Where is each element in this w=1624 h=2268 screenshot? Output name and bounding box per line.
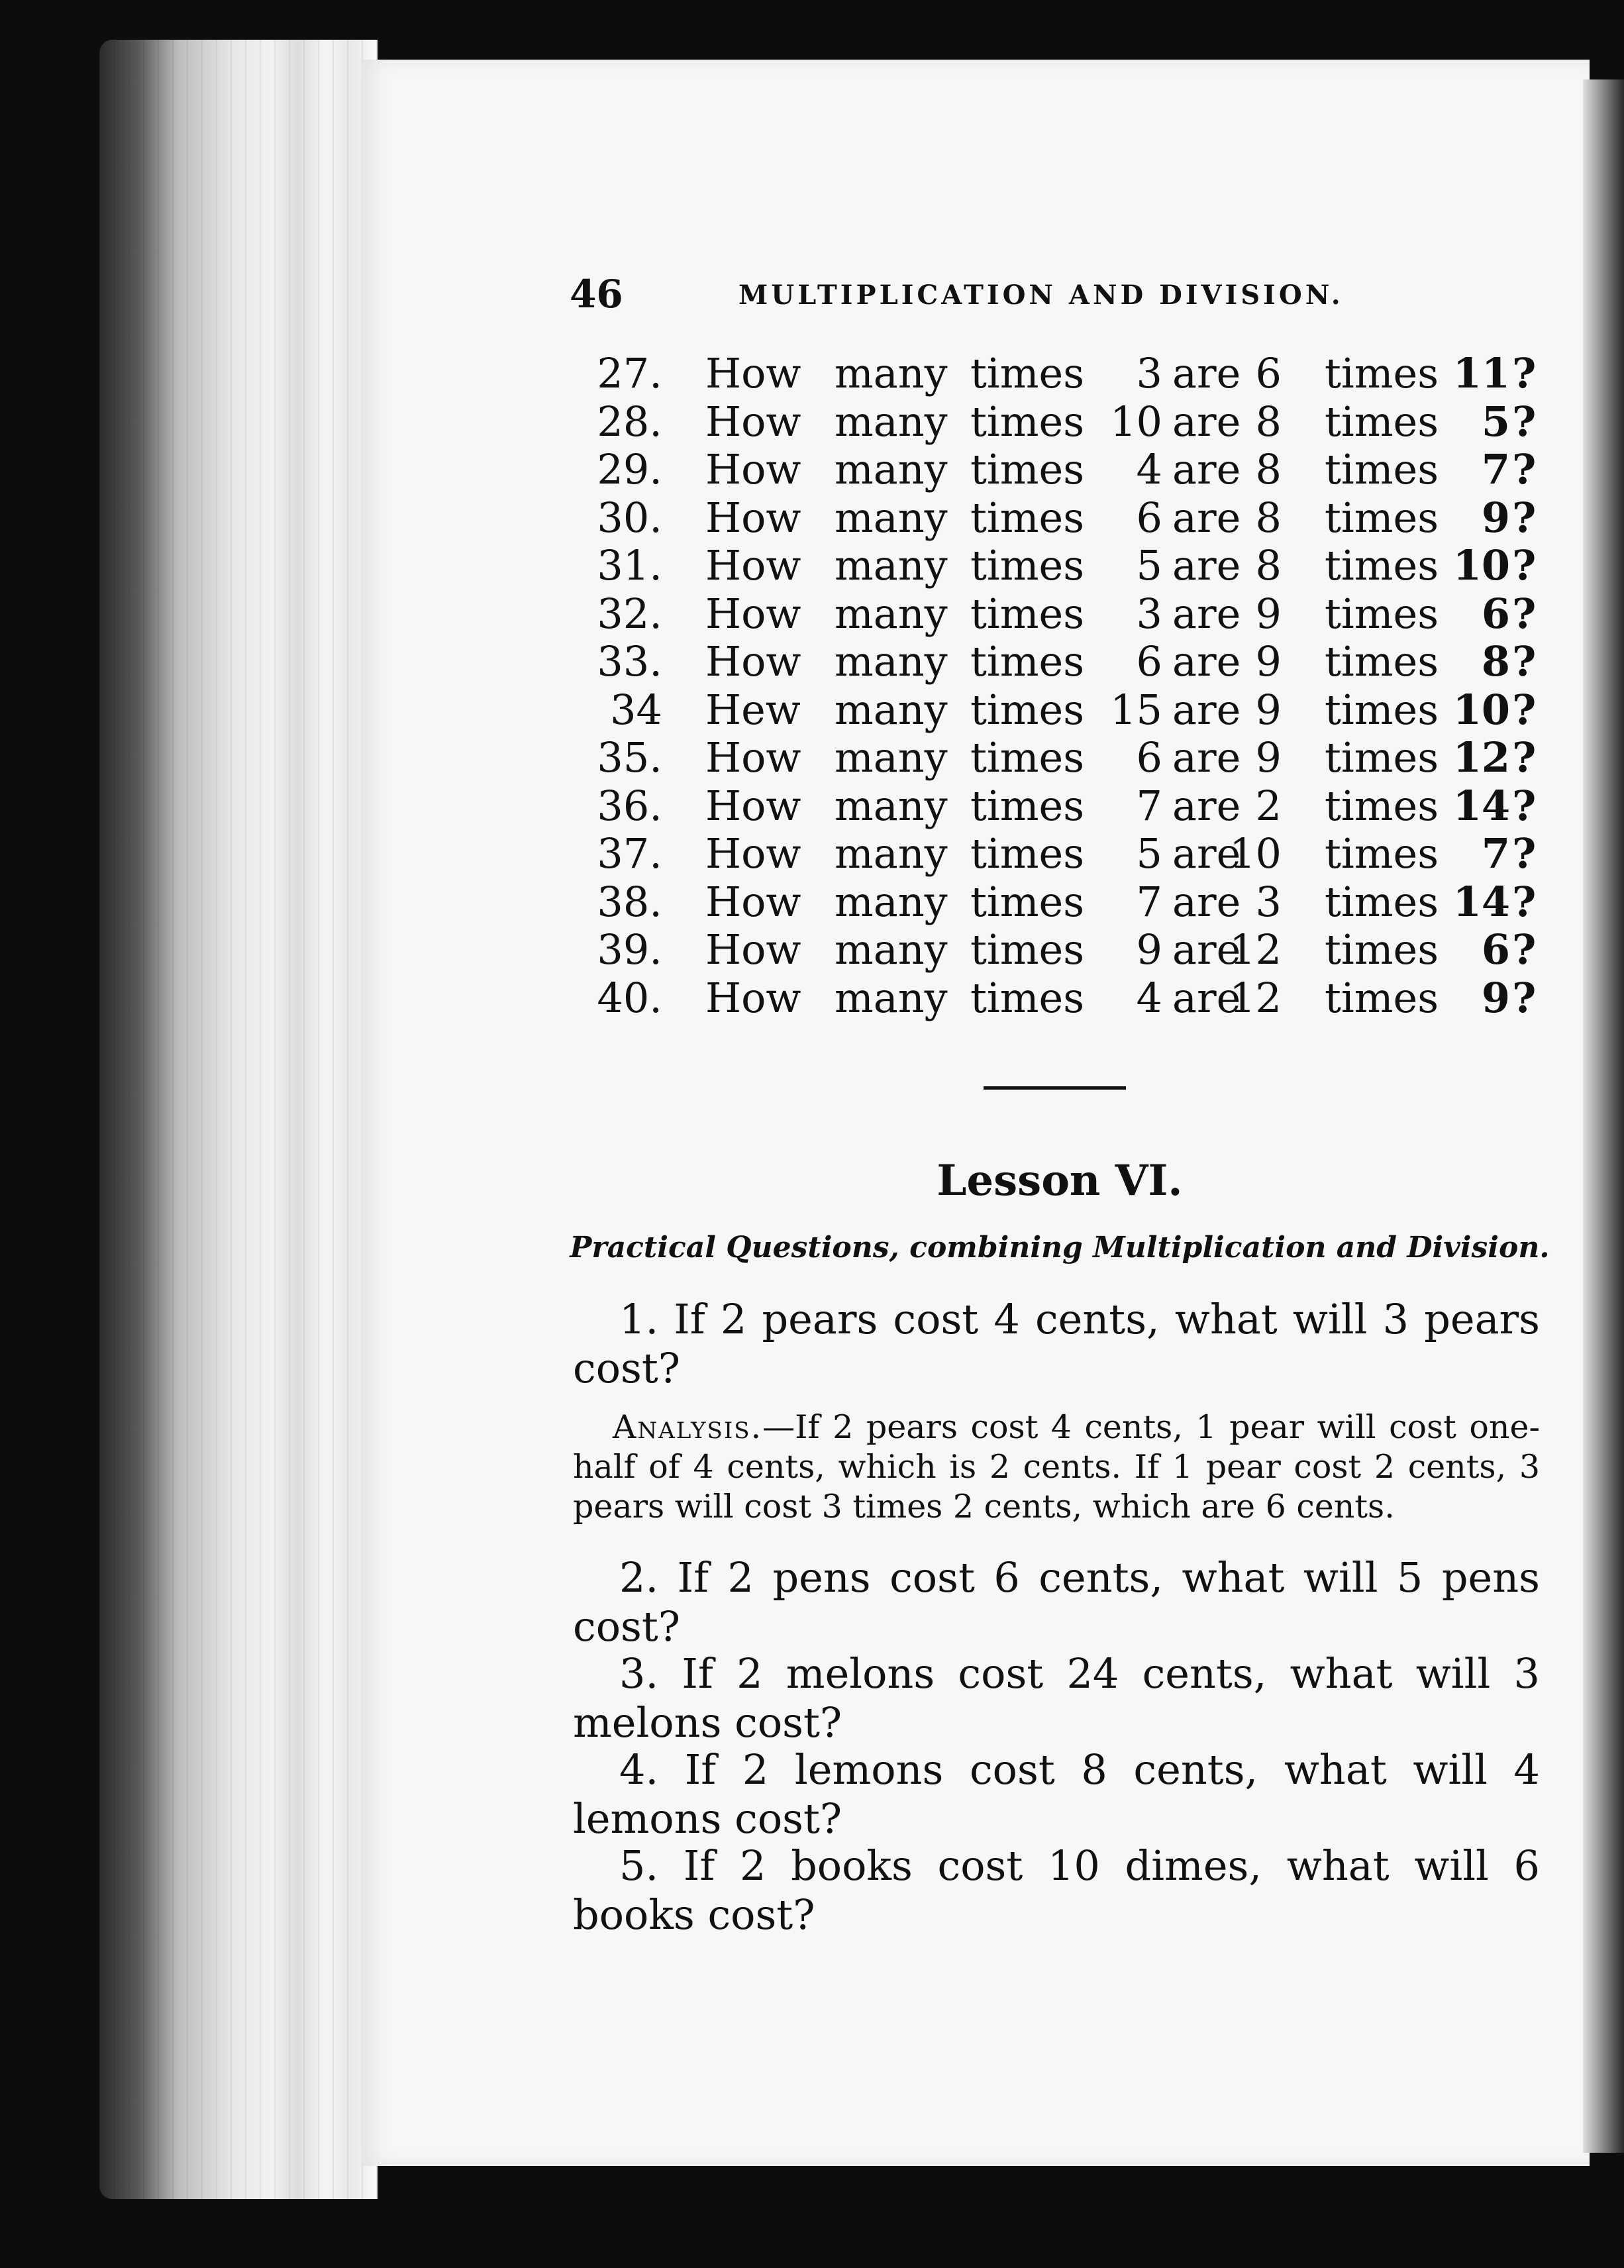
lesson-subtitle: Practical Questions, combining Multiplication and Division. [570,1231,1550,1264]
question-number: 27. [597,349,662,397]
question-mark: ? [1512,397,1537,446]
question-word-are: are [1172,493,1241,542]
book-page-edges [99,40,378,2199]
question-word-are: are [1172,637,1241,686]
question-row [589,830,1543,878]
question-word-times: times [1325,877,1439,926]
question-number: 37. [597,829,662,878]
question-word-times: times [1325,493,1439,542]
question-word-are: are [1172,973,1241,1022]
question-divisor: 5 [1136,541,1162,590]
question-word-times: times [1325,733,1439,782]
question-word-are: are [1172,541,1241,590]
question-word-are: are [1172,925,1241,974]
question-number: 31. [597,541,662,590]
question-row [589,494,1543,542]
question-list [589,350,1543,1022]
problem-1: 1. If 2 pears cost 4 cents, what will 3 pears cost? [573,1295,1540,1392]
question-row [589,782,1543,831]
question-word-times: times [970,493,1085,542]
question-word-many: many [835,397,948,446]
question-word-many: many [835,541,948,590]
question-word-how: How [705,541,801,590]
question-multiplicand: 7 [1481,829,1510,878]
question-multiplier: 9 [1255,733,1282,782]
question-word-how: How [705,637,801,686]
question-multiplier: 12 [1229,925,1282,974]
question-word-times: times [970,589,1085,638]
question-word-many: many [835,829,948,878]
question-word-many: many [835,589,948,638]
problem-2: 2. If 2 pens cost 6 cents, what will 5 pens cost? [573,1553,1540,1651]
question-word-many: many [835,781,948,830]
question-word-are: are [1172,733,1241,782]
question-word-times: times [1325,589,1439,638]
question-row [589,734,1543,782]
question-number: 36. [597,781,662,830]
question-multiplicand: 6 [1481,925,1510,974]
question-row [589,350,1543,398]
question-divisor: 4 [1136,445,1162,493]
question-word-times: times [970,877,1085,926]
question-divisor: 5 [1136,829,1162,878]
question-multiplicand: 10 [1452,541,1510,590]
question-mark: ? [1512,877,1537,926]
question-multiplier: 9 [1255,685,1282,734]
question-multiplier: 8 [1255,445,1282,493]
question-word-are: are [1172,829,1241,878]
question-mark: ? [1512,589,1537,638]
question-word-many: many [835,877,948,926]
question-word-times: times [1325,829,1439,878]
question-number: 29. [597,445,662,493]
question-number: 28. [597,397,662,446]
question-word-times: times [1325,349,1439,397]
question-multiplicand: 5 [1481,397,1510,446]
question-mark: ? [1512,973,1537,1022]
question-row [589,446,1543,494]
question-number: 32. [597,589,662,638]
question-divisor: 3 [1136,349,1162,397]
question-word-how: How [705,589,801,638]
question-word-are: are [1172,397,1241,446]
question-word-many: many [835,445,948,493]
question-number: 38. [597,877,662,926]
question-multiplier: 9 [1255,589,1282,638]
section-divider [984,1086,1126,1090]
question-word-how: How [705,445,801,493]
analysis-paragraph [573,1408,1540,1527]
question-word-many: many [835,973,948,1022]
question-word-times: times [970,781,1085,830]
question-mark: ? [1512,733,1537,782]
question-divisor: 6 [1136,733,1162,782]
question-row [589,878,1543,927]
question-multiplicand: 10 [1452,685,1510,734]
question-mark: ? [1512,637,1537,686]
question-word-times: times [1325,781,1439,830]
question-row [589,398,1543,446]
question-word-how: How [705,877,801,926]
question-word-times: times [1325,637,1439,686]
question-word-how: How [705,829,801,878]
question-number: 33. [597,637,662,686]
question-mark: ? [1512,925,1537,974]
question-word-are: are [1172,781,1241,830]
question-divisor: 7 [1136,877,1162,926]
question-word-times: times [970,973,1085,1022]
facing-page-edge [1583,79,1624,2153]
question-row [589,974,1543,1023]
question-multiplier: 3 [1255,877,1282,926]
question-word-how: How [705,925,801,974]
question-word-are: are [1172,877,1241,926]
analysis-label: Analysis. [613,1408,763,1446]
question-multiplier: 8 [1255,493,1282,542]
question-word-times: times [970,541,1085,590]
question-word-many: many [835,733,948,782]
question-number: 35. [597,733,662,782]
question-mark: ? [1512,541,1537,590]
question-divisor: 7 [1136,781,1162,830]
question-word-are: are [1172,589,1241,638]
question-word-times: times [970,445,1085,493]
question-row [589,926,1543,974]
question-word-many: many [835,493,948,542]
question-word-are: are [1172,685,1241,734]
question-word-times: times [970,397,1085,446]
question-multiplier: 9 [1255,637,1282,686]
question-word-times: times [1325,541,1439,590]
question-row [589,590,1543,639]
question-multiplicand: 9 [1481,973,1510,1022]
question-word-times: times [1325,445,1439,493]
question-multiplicand: 9 [1481,493,1510,542]
question-word-times: times [970,925,1085,974]
question-word-times: times [1325,397,1439,446]
question-multiplicand: 8 [1481,637,1510,686]
question-word-are: are [1172,349,1241,397]
question-word-many: many [835,637,948,686]
question-word-times: times [1325,685,1439,734]
question-word-many: many [835,349,948,397]
question-multiplier: 12 [1229,973,1282,1022]
question-word-how: How [705,493,801,542]
question-word-how: How [705,781,801,830]
question-multiplier: 6 [1255,349,1282,397]
question-divisor: 10 [1110,397,1162,446]
question-word-many: many [835,685,948,734]
question-divisor: 4 [1136,973,1162,1022]
question-multiplicand: 7 [1481,445,1510,493]
running-head [570,272,1371,318]
question-multiplier: 10 [1229,829,1282,878]
question-divisor: 6 [1136,637,1162,686]
problem-3: 3. If 2 melons cost 24 cents, what will 3 melons cost? [573,1649,1540,1747]
question-multiplicand: 6 [1481,589,1510,638]
question-multiplicand: 14 [1452,781,1510,830]
question-word-how: How [705,733,801,782]
question-multiplicand: 12 [1452,733,1510,782]
question-number: 30. [597,493,662,542]
question-mark: ? [1512,781,1537,830]
question-row [589,638,1543,686]
question-row [589,542,1543,590]
question-multiplier: 8 [1255,397,1282,446]
question-word-times: times [1325,973,1439,1022]
question-divisor: 6 [1136,493,1162,542]
question-word-how: How [705,349,801,397]
question-multiplicand: 11 [1452,349,1510,397]
question-mark: ? [1512,829,1537,878]
question-divisor: 9 [1136,925,1162,974]
analysis-text: —If 2 pears cost 4 cents, 1 pear will cost one-half of 4 cents, which is 2 cents. If 1 pear cost 2 cents, 3 pears will cost 3 times 2 cents, which are 6 cents. [573,1408,1540,1525]
question-word-times: times [1325,925,1439,974]
question-word-times: times [970,637,1085,686]
question-number: 39. [597,925,662,974]
question-word-how: How [705,397,801,446]
question-row [589,686,1543,735]
problem-5: 5. If 2 books cost 10 dimes, what will 6 books cost? [573,1841,1540,1939]
question-multiplier: 2 [1255,781,1282,830]
problem-4: 4. If 2 lemons cost 8 cents, what will 4 lemons cost? [573,1745,1540,1843]
question-number: 34 [610,685,662,734]
question-mark: ? [1512,685,1537,734]
question-mark: ? [1512,349,1537,397]
question-word-times: times [970,829,1085,878]
question-multiplicand: 14 [1452,877,1510,926]
question-word-how: Hew [705,685,801,734]
question-mark: ? [1512,493,1537,542]
question-word-times: times [970,685,1085,734]
question-number: 40. [597,973,662,1022]
question-word-times: times [970,733,1085,782]
header-title: MULTIPLICATION AND DIVISION. [738,280,1344,311]
question-divisor: 15 [1110,685,1162,734]
question-mark: ? [1512,445,1537,493]
question-word-many: many [835,925,948,974]
question-word-times: times [970,349,1085,397]
question-word-are: are [1172,445,1241,493]
page-number: 46 [570,272,623,317]
question-word-how: How [705,973,801,1022]
lesson-title: Lesson VI. [937,1156,1183,1206]
question-multiplier: 8 [1255,541,1282,590]
question-divisor: 3 [1136,589,1162,638]
